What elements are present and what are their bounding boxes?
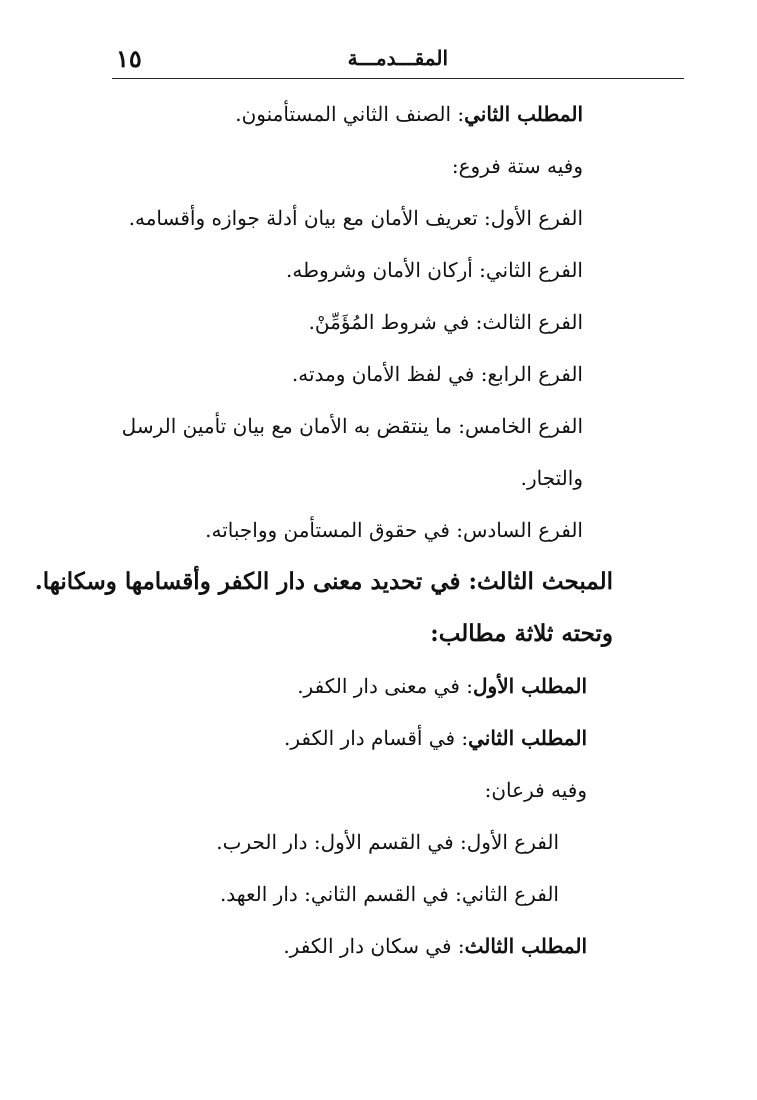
section-title: : في معنى دار الكفر. [297,674,473,698]
toc-line-sections-intro: وتحته ثلاثة مطالب: [430,620,613,647]
toc-line-branch-4: الفرع الرابع: في لفظ الأمان ومدته. [291,362,583,386]
running-title: المقـــدمـــة [347,46,448,70]
toc-line-chapter-3: المبحث الثالث: في تحديد معنى دار الكفر وأقسامها وسكانها. [34,568,613,595]
toc-line-branch-1: الفرع الأول: تعريف الأمان مع بيان أدلة جوازه وأقسامه. [128,206,583,230]
toc-line-two-branches: وفيه فرعان: [484,778,587,802]
toc-line-branch-3: الفرع الثالث: في شروط المُؤَمِّنْ. [308,310,583,334]
toc-line-branch-1b: الفرع الأول: في القسم الأول: دار الحرب. [216,830,559,854]
toc-line-section-1 [93,660,613,712]
page-header [112,44,684,79]
toc-line-branch-6: الفرع السادس: في حقوق المستأمن وواجباته. [205,518,583,542]
toc-line-section-2 [93,88,613,140]
toc-line-section-2b [93,712,613,764]
page-number: ١٥ [116,44,142,73]
section-heading: المطلب الثاني [468,726,587,750]
toc-line-section-3 [93,920,613,972]
section-title: : في أقسام دار الكفر. [283,726,469,750]
section-heading: المطلب الثاني [464,102,583,126]
section-title: : الصنف الثاني المستأمنون. [235,102,465,126]
toc-line-branch-2b: الفرع الثاني: في القسم الثاني: دار العهد. [219,882,559,906]
section-heading: المطلب الأول [473,674,587,698]
toc-line-branch-5: الفرع الخامس: ما ينتقض به الأمان مع بيان تأمين الرسل [121,414,583,438]
toc-line-branch-2: الفرع الثاني: أركان الأمان وشروطه. [285,258,583,282]
table-of-contents [34,88,613,972]
section-title: : في سكان دار الكفر. [283,934,465,958]
toc-line-branches-intro: وفيه ستة فروع: [451,154,583,178]
section-heading: المطلب الثالث [464,934,587,958]
toc-line-branch-5-cont: والتجار. [520,466,583,490]
